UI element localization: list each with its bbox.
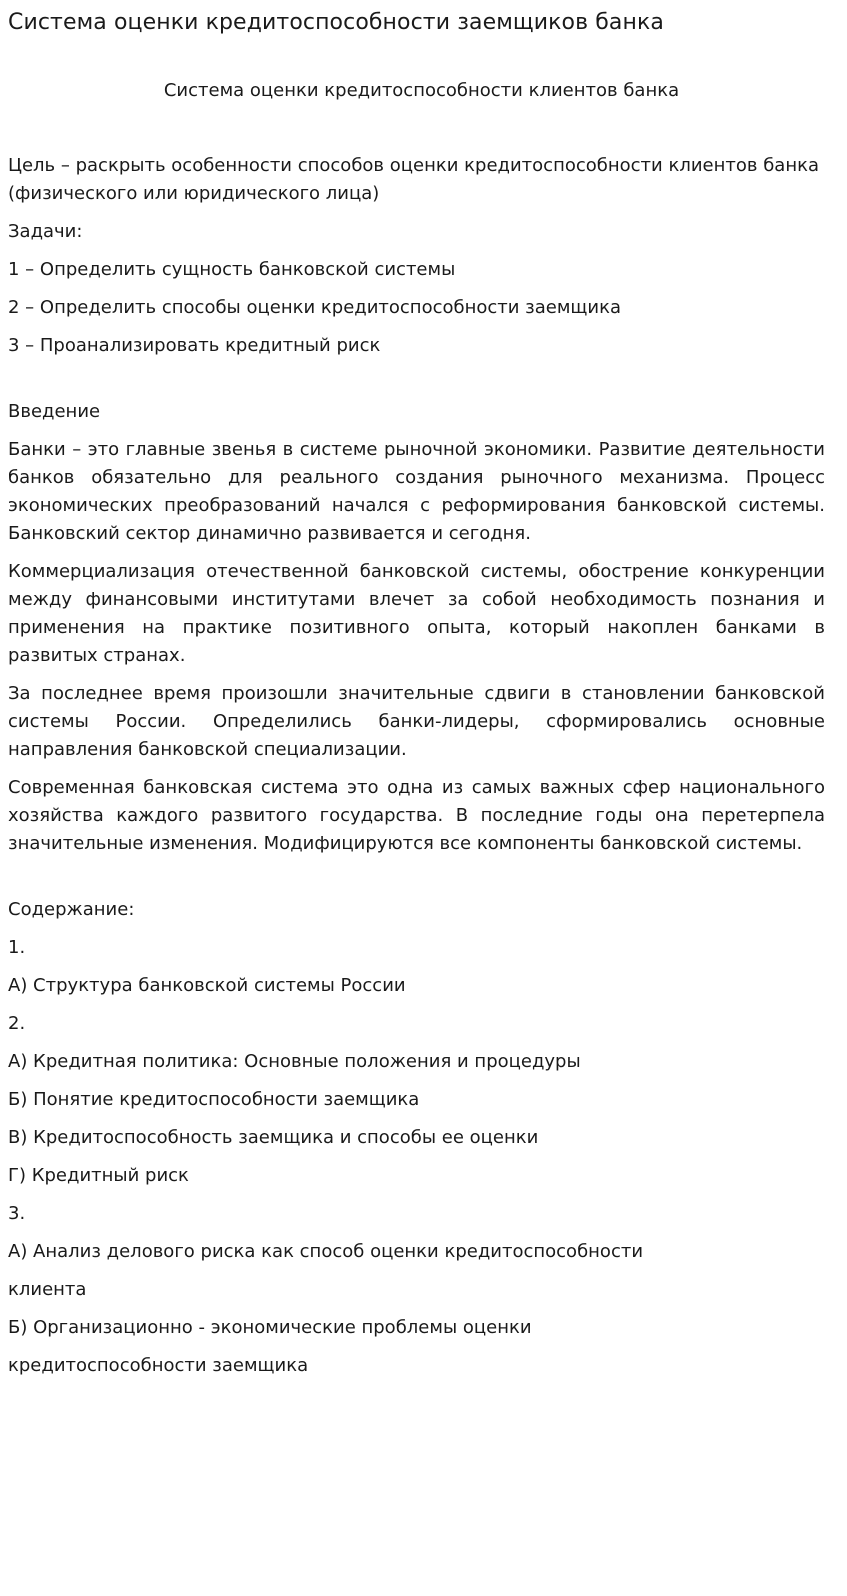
introduction-heading: Введение <box>8 401 101 422</box>
contents-item: Б) Организационно - экономические проблемы оценки <box>8 1317 532 1338</box>
contents-item: В) Кредитоспособность заемщика и способы ее оценки <box>8 1127 539 1148</box>
contents-item: А) Анализ делового риска как способ оценки кредитоспособности <box>8 1241 644 1262</box>
page-title: Система оценки кредитоспособности заемщиков банка <box>8 10 664 35</box>
contents-item: А) Кредитная политика: Основные положения и процедуры <box>8 1051 581 1072</box>
contents-item: А) Структура банковской системы России <box>8 975 406 996</box>
contents-item: 2. <box>8 1013 26 1034</box>
contents-item: Б) Понятие кредитоспособности заемщика <box>8 1089 420 1110</box>
contents-item: Г) Кредитный риск <box>8 1165 189 1186</box>
contents-item: клиента <box>8 1279 87 1300</box>
task-item: 2 – Определить способы оценки кредитоспособности заемщика <box>8 297 621 318</box>
introduction-paragraph: Банки – это главные звенья в системе рыночной экономики. Развитие деятельности банков обязательно для реального создания рыночного механизма. Процесс экономических преобразований начался с реформирования банковской системы. Банковский сектор динамично развивается и сегодня. <box>8 439 825 544</box>
contents-item: 3. <box>8 1203 26 1224</box>
contents-item: кредитоспособности заемщика <box>8 1355 309 1376</box>
task-item: 1 – Определить сущность банковской системы <box>8 259 456 280</box>
contents-item: 1. <box>8 937 26 958</box>
contents-heading: Содержание: <box>8 899 135 920</box>
tasks-heading: Задачи: <box>8 221 83 242</box>
document-subtitle: Система оценки кредитоспособности клиентов банка <box>163 80 680 101</box>
goal-paragraph: Цель – раскрыть особенности способов оценки кредитоспособности клиентов банка (физического или юридического лица) <box>8 155 819 204</box>
introduction-paragraph: Коммерциализация отечественной банковской системы, обострение конкуренции между финансовыми институтами влечет за собой необходимость познания и применения на практике позитивного опыта, который накоплен банками в развитых странах. <box>8 561 825 666</box>
task-item: 3 – Проанализировать кредитный риск <box>8 335 381 356</box>
introduction-paragraph: Современная банковская система это одна из самых важных сфер национального хозяйства каждого развитого государства. В последние годы она перетерпела значительные изменения. Модифицируются все компоненты банковской системы. <box>8 777 825 854</box>
introduction-paragraph: За последнее время произошли значительные сдвиги в становлении банковской системы России. Определились банки-лидеры, сформировались основные направления банковской специализации. <box>8 683 825 760</box>
